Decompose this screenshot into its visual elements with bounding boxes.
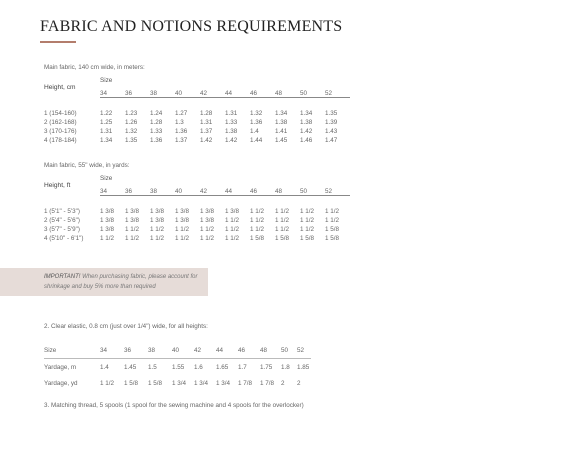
section1-note: Main fabric, 140 cm wide, in meters:: [44, 64, 145, 71]
table-cell: 1.65: [216, 363, 229, 371]
table-cell: 1 1/2: [125, 234, 140, 242]
important-label: IMPORTANT!: [44, 274, 81, 280]
table-cell: 1.42: [200, 136, 213, 144]
table-cell: 1.6: [194, 363, 203, 371]
table-cell: 1.36: [175, 127, 188, 135]
table-cell: 1 1/2: [100, 379, 115, 387]
table-cell: 1 5/8: [300, 234, 315, 242]
row-label: 3 (5'7" - 5'9"): [44, 225, 80, 233]
size-column-header: 36: [125, 89, 133, 97]
table-cell: 44: [216, 346, 224, 354]
table-cell: 1.43: [325, 127, 338, 135]
table-cell: 1.85: [297, 363, 310, 371]
table-cell: 1 1/2: [225, 234, 240, 242]
table-cell: 1.31: [200, 118, 213, 126]
imperial-fabric-table: [44, 174, 350, 243]
row-label: Size: [44, 346, 57, 354]
row-header: Height, cm: [44, 84, 76, 91]
table-cell: 1.34: [300, 109, 313, 117]
table-cell: 1.4: [250, 127, 259, 135]
row-label: 1 (5'1" - 5'3"): [44, 207, 80, 215]
table-cell: 1 3/4: [172, 379, 187, 387]
table-cell: 1 3/8: [100, 225, 115, 233]
table-cell: 1 5/8: [124, 379, 139, 387]
table-cell: 1.45: [124, 363, 137, 371]
table-cell: 1.33: [150, 127, 163, 135]
table-cell: 1 1/2: [250, 216, 265, 224]
table-cell: 1.35: [125, 136, 138, 144]
table-cell: 1 1/2: [100, 234, 115, 242]
table-row: [44, 136, 350, 145]
table-cell: 1 3/8: [200, 207, 215, 215]
table-cell: 1.5: [148, 363, 157, 371]
table-cell: 1 1/2: [225, 225, 240, 233]
size-column-header: 44: [225, 89, 233, 97]
size-column-header: 42: [200, 187, 208, 195]
table-cell: 1 1/2: [250, 225, 265, 233]
size-column-header: 50: [300, 89, 308, 97]
table-cell: 38: [148, 346, 156, 354]
table-cell: 1.8: [281, 363, 290, 371]
table-cell: 1.39: [325, 118, 338, 126]
table-cell: 40: [172, 346, 180, 354]
size-column-header: 42: [200, 89, 208, 97]
table-cell: 1.38: [225, 127, 238, 135]
table-cell: 1.32: [125, 127, 138, 135]
row-label: Yardage, m: [44, 363, 77, 371]
important-text: [44, 273, 204, 293]
table-cell: 1.7: [238, 363, 247, 371]
table-row: [44, 234, 350, 243]
table-cell: 52: [297, 346, 305, 354]
table-cell: 1.23: [125, 109, 138, 117]
table-cell: 1 1/2: [175, 234, 190, 242]
row-label: 1 (154-160): [44, 109, 77, 117]
table-cell: 1.34: [100, 136, 113, 144]
row-header: Height, ft: [44, 182, 71, 189]
table-cell: 1.38: [300, 118, 313, 126]
table-cell: 1.24: [150, 109, 163, 117]
title-underline: [40, 41, 76, 43]
table-cell: 1.36: [250, 118, 263, 126]
table-cell: 1 1/2: [175, 225, 190, 233]
table-row: [44, 216, 350, 225]
table-cell: 1.47: [325, 136, 338, 144]
size-column-header: 50: [300, 187, 308, 195]
table-cell: 2: [281, 379, 285, 387]
table-cell: 34: [100, 346, 108, 354]
table-cell: 1 7/8: [238, 379, 253, 387]
table-cell: 1 1/2: [275, 225, 290, 233]
table-cell: 46: [238, 346, 246, 354]
metric-fabric-table: [44, 76, 350, 145]
row-label: 2 (162-168): [44, 118, 77, 126]
table-cell: 1.45: [275, 136, 288, 144]
important-callout: [0, 268, 208, 296]
size-column-header: 48: [275, 187, 283, 195]
size-column-header: 44: [225, 187, 233, 195]
table-cell: 1 3/8: [175, 207, 190, 215]
elastic-meters-row: [44, 359, 311, 375]
table-row: [44, 118, 350, 127]
table-cell: 1 1/2: [200, 234, 215, 242]
table-cell: 1.28: [200, 109, 213, 117]
table-cell: 1 1/2: [275, 207, 290, 215]
size-label: Size: [100, 174, 113, 182]
table-cell: 1.44: [250, 136, 263, 144]
table-cell: 36: [124, 346, 132, 354]
table-cell: 1 5/8: [250, 234, 265, 242]
size-label: Size: [100, 76, 113, 84]
table-cell: 1.22: [100, 109, 113, 117]
thread-note: 3. Matching thread, 5 spools (1 spool for the sewing machine and 4 spools for the overlocker): [44, 402, 304, 409]
table-cell: 1.31: [225, 109, 238, 117]
table-cell: 1.75: [260, 363, 273, 371]
table-cell: 1.27: [175, 109, 188, 117]
table-cell: 1 3/8: [225, 207, 240, 215]
table-cell: 1 1/2: [275, 216, 290, 224]
section2-note: Main fabric, 55" wide, in yards:: [44, 162, 130, 169]
table-cell: 1 3/8: [175, 216, 190, 224]
size-column-header: 52: [325, 89, 333, 97]
size-column-header: 38: [150, 187, 158, 195]
table-cell: 1.46: [300, 136, 313, 144]
row-label: 2 (5'4" - 5'6"): [44, 216, 80, 224]
table-cell: 1 3/8: [125, 207, 140, 215]
table-cell: 1 1/2: [200, 225, 215, 233]
row-label: 3 (170-176): [44, 127, 77, 135]
size-column-header: 40: [175, 187, 183, 195]
table-cell: 1.42: [225, 136, 238, 144]
table-cell: 1 5/8: [275, 234, 290, 242]
table-cell: 1 5/8: [325, 225, 340, 233]
table-cell: 2: [297, 379, 301, 387]
table-cell: 1 1/2: [325, 207, 340, 215]
table-cell: 1 1/2: [300, 216, 315, 224]
row-label: Yardage, yd: [44, 379, 78, 387]
table-row: [44, 127, 350, 136]
elastic-size-row: [44, 342, 311, 359]
table-cell: 1 3/8: [100, 216, 115, 224]
table-cell: 1.28: [150, 118, 163, 126]
page-title: FABRIC AND NOTIONS REQUIREMENTS: [40, 18, 343, 35]
size-column-header: 38: [150, 89, 158, 97]
table-cell: 1.35: [325, 109, 338, 117]
table-cell: 1 5/8: [148, 379, 163, 387]
table-cell: 1 1/2: [150, 234, 165, 242]
size-column-header: 34: [100, 187, 108, 195]
table-cell: 1.4: [100, 363, 109, 371]
table-cell: 1.25: [100, 118, 113, 126]
table-row: [44, 225, 350, 234]
elastic-note: 2. Clear elastic, 0.8 cm (just over 1/4") wide, for all heights:: [44, 323, 208, 330]
table-cell: 1 3/8: [150, 216, 165, 224]
table-cell: 1.34: [275, 109, 288, 117]
table-cell: 1.36: [150, 136, 163, 144]
table-row: [44, 109, 350, 118]
size-column-header: 46: [250, 89, 258, 97]
table-cell: 1.3: [175, 118, 184, 126]
table-cell: 42: [194, 346, 202, 354]
table-cell: 1.55: [172, 363, 185, 371]
table-cell: 1 3/8: [125, 216, 140, 224]
table-cell: 1 1/2: [150, 225, 165, 233]
size-column-header: 34: [100, 89, 108, 97]
table-cell: 1 1/2: [300, 225, 315, 233]
table-cell: 1.31: [100, 127, 113, 135]
row-label: 4 (5'10" - 6'1"): [44, 234, 84, 242]
table-cell: 1.41: [275, 127, 288, 135]
table-cell: 1.33: [225, 118, 238, 126]
table-cell: 50: [281, 346, 289, 354]
table-row: [44, 207, 350, 216]
size-column-header: 36: [125, 187, 133, 195]
table-cell: 1.32: [250, 109, 263, 117]
important-message: When purchasing fabric, please account for shrinkage and buy 5% more than required: [44, 274, 198, 290]
size-column-header: 52: [325, 187, 333, 195]
table-cell: 1 3/4: [216, 379, 231, 387]
table-cell: 1.38: [275, 118, 288, 126]
table-cell: 1 1/2: [125, 225, 140, 233]
table-cell: 1.42: [300, 127, 313, 135]
table-cell: 1.37: [200, 127, 213, 135]
table-cell: 1 1/2: [325, 216, 340, 224]
size-column-header: 46: [250, 187, 258, 195]
table-cell: 1 3/4: [194, 379, 209, 387]
elastic-yards-row: [44, 375, 311, 391]
table-cell: 1 1/2: [300, 207, 315, 215]
elastic-table: [44, 342, 311, 391]
table-cell: 1 3/8: [150, 207, 165, 215]
table-cell: 1.37: [175, 136, 188, 144]
table-cell: 1 1/2: [250, 207, 265, 215]
row-label: 4 (178-184): [44, 136, 77, 144]
table-cell: 1 1/2: [225, 216, 240, 224]
table-cell: 48: [260, 346, 268, 354]
size-column-header: 40: [175, 89, 183, 97]
table-cell: 1 3/8: [200, 216, 215, 224]
table-cell: 1 3/8: [100, 207, 115, 215]
table-cell: 1.26: [125, 118, 138, 126]
table-cell: 1 5/8: [325, 234, 340, 242]
size-column-header: 48: [275, 89, 283, 97]
table-cell: 1 7/8: [260, 379, 275, 387]
